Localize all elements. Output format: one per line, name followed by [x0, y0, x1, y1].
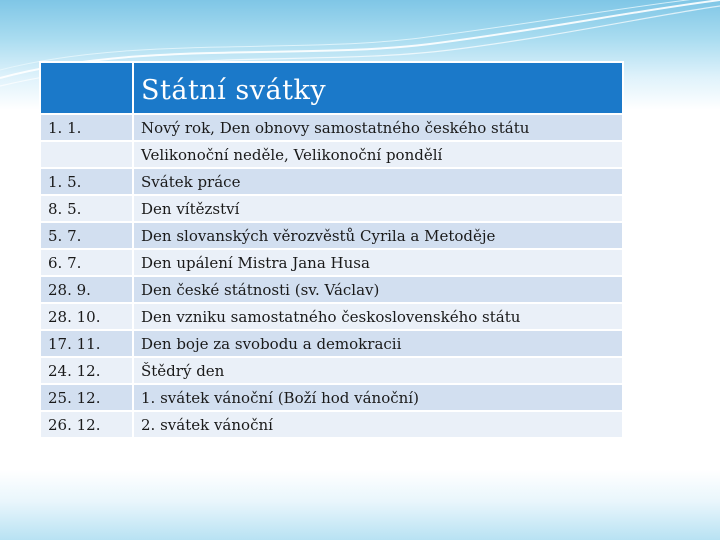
table-row [40, 411, 623, 438]
holiday-name: 2. svátek vánoční [133, 411, 623, 438]
holiday-name: Den boje za svobodu a demokracii [133, 330, 623, 357]
holiday-name: Den české státnosti (sv. Václav) [133, 276, 623, 303]
holiday-date: 28. 9. [40, 276, 133, 303]
holiday-name: Den slovanských věrozvěstů Cyrila a Metoděje [133, 222, 623, 249]
slide-title: Státní svátky [133, 62, 623, 114]
holiday-date [40, 141, 133, 168]
holidays-table [39, 61, 624, 439]
table-row [40, 114, 623, 141]
table-row [40, 249, 623, 276]
header-date-cell [40, 62, 133, 114]
holiday-date: 5. 7. [40, 222, 133, 249]
table-row [40, 357, 623, 384]
table-row [40, 303, 623, 330]
holiday-name: Svátek práce [133, 168, 623, 195]
holiday-date: 28. 10. [40, 303, 133, 330]
holiday-date: 26. 12. [40, 411, 133, 438]
holiday-name: Den vzniku samostatného československého státu [133, 303, 623, 330]
holiday-date: 8. 5. [40, 195, 133, 222]
holiday-name: Štědrý den [133, 357, 623, 384]
background-bottom-gradient [0, 470, 720, 540]
table-row [40, 222, 623, 249]
holiday-date: 1. 5. [40, 168, 133, 195]
holiday-date: 6. 7. [40, 249, 133, 276]
holiday-name: 1. svátek vánoční (Boží hod vánoční) [133, 384, 623, 411]
holiday-date: 25. 12. [40, 384, 133, 411]
holiday-date: 24. 12. [40, 357, 133, 384]
holiday-name: Nový rok, Den obnovy samostatného českého státu [133, 114, 623, 141]
table-row [40, 384, 623, 411]
table-row [40, 195, 623, 222]
holiday-name: Den upálení Mistra Jana Husa [133, 249, 623, 276]
holiday-date: 17. 11. [40, 330, 133, 357]
table-row [40, 276, 623, 303]
holiday-name: Den vítězství [133, 195, 623, 222]
table-row [40, 141, 623, 168]
table-row [40, 168, 623, 195]
holiday-name: Velikonoční neděle, Velikonoční pondělí [133, 141, 623, 168]
table-header-row [40, 62, 623, 114]
table-row [40, 330, 623, 357]
holiday-date: 1. 1. [40, 114, 133, 141]
